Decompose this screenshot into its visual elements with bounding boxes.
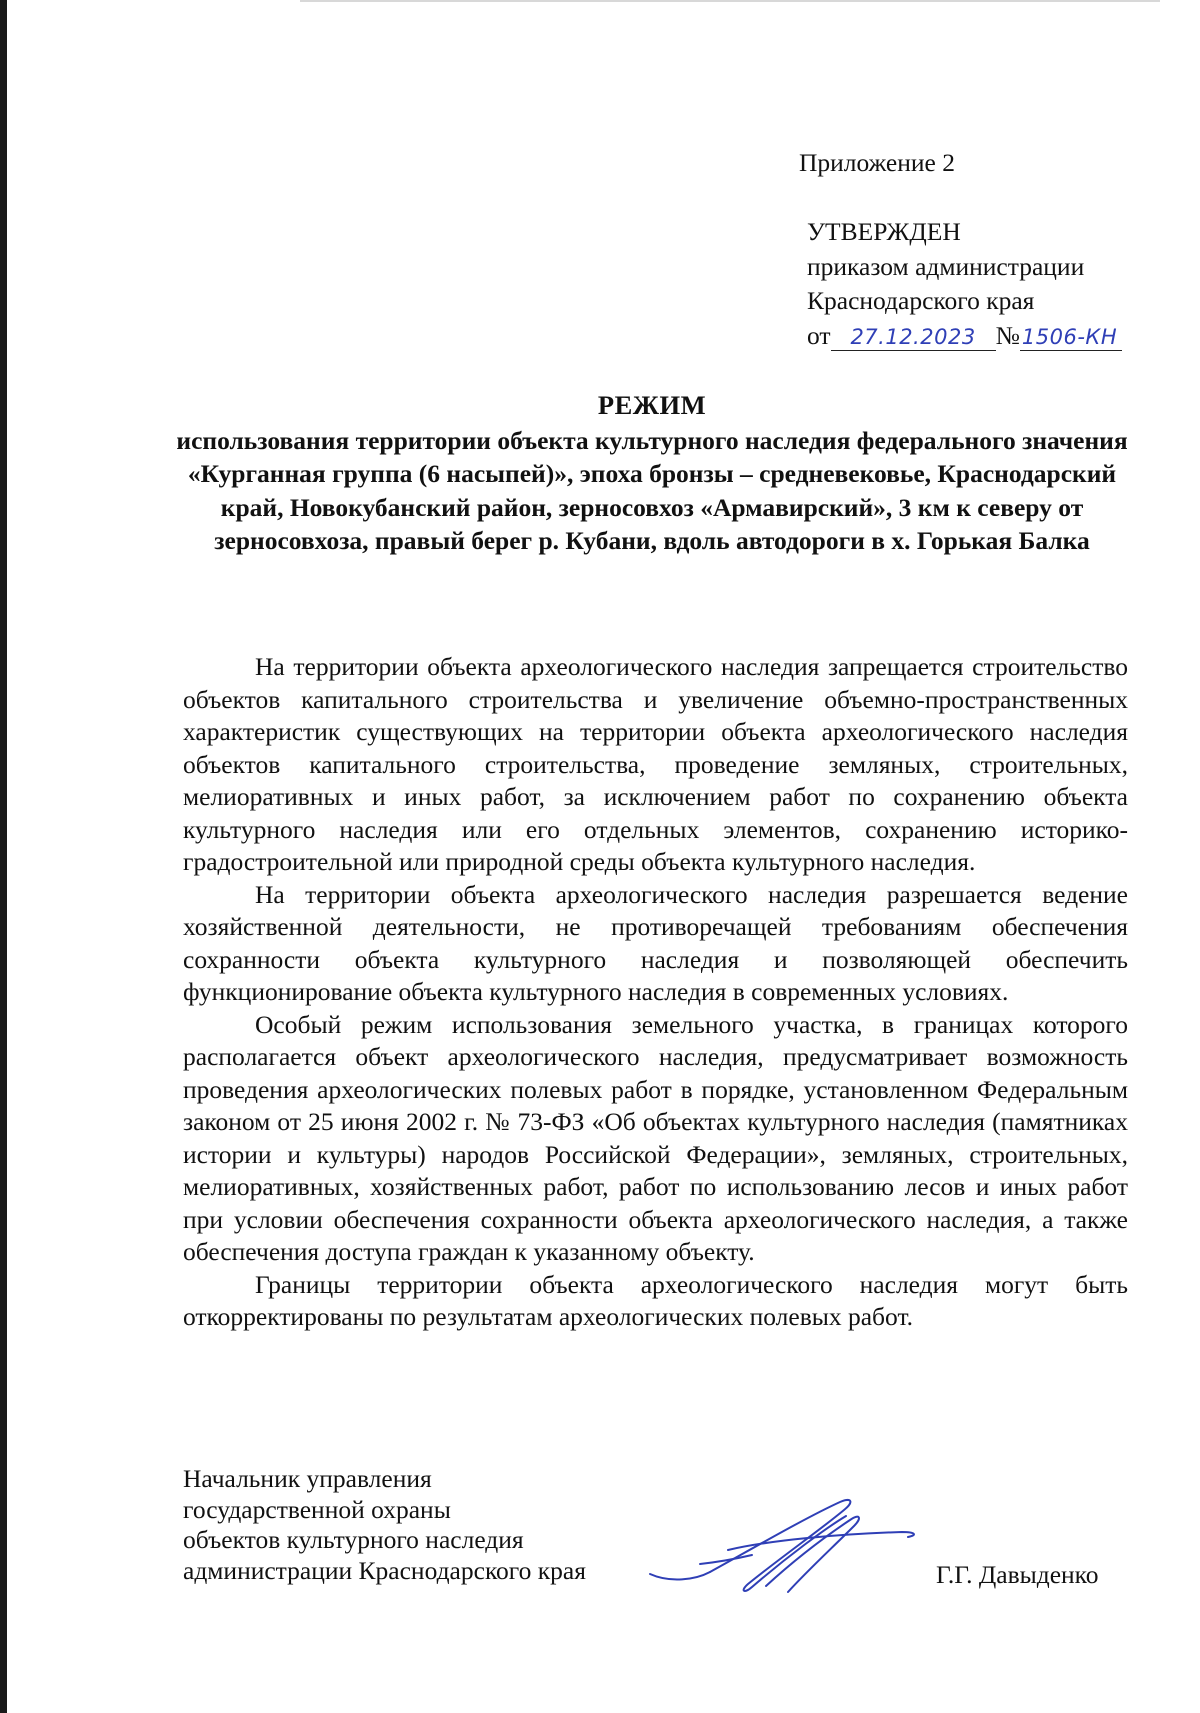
order-date-line xyxy=(807,319,1122,354)
position-line-4: администрации Краснодарского края xyxy=(183,1555,586,1585)
order-number-handwritten: 1506-КН xyxy=(1020,324,1122,351)
position-line-3: объектов культурного наследия xyxy=(183,1525,524,1554)
position-line-1: Начальник управления xyxy=(183,1464,432,1493)
scan-edge-shadow xyxy=(0,0,7,1713)
title-main: РЕЖИМ xyxy=(597,390,707,420)
date-prefix: от xyxy=(807,320,831,350)
scan-top-line xyxy=(300,0,1160,2)
title-subtitle: использования территории объекта культурного наследия федерального значения «Курганная группа (6 насыпей)», эпоха бронзы – средневековье, Краснодарский край, Новокубанский район, зерносовхоз «Армавирский», 3 км к северу от зерносовхоза, правый берег р. Кубани, вдоль автодороги в х. Горькая Балка xyxy=(176,426,1128,555)
body-paragraph-4: Границы территории объекта археологического наследия могут быть откорректированы по результатам археологических полевых работ. xyxy=(183,1269,1128,1331)
approved-by-line1: приказом администрации xyxy=(807,251,1085,281)
signatory-name: Г.Г. Давыденко xyxy=(936,1560,1099,1589)
approved-by-line2: Краснодарского края xyxy=(807,286,1035,315)
number-prefix: № xyxy=(995,320,1020,350)
document-title xyxy=(170,388,1134,557)
handwritten-signature xyxy=(640,1488,940,1608)
approved-label: УТВЕРЖДЕН xyxy=(807,217,961,246)
position-line-2: государственной охраны xyxy=(183,1494,451,1524)
body-paragraph-3: Особый режим использования земельного участка, в границах которого располагается объект археологического наследия, предусматривает возможность проведения археологических полевых работ в порядке, установленном Федеральным законом от 25 июня 2002 г. № 73-ФЗ «Об объектах культурного наследия (памятниках истории и культуры) народов Российской Федерации», земляных, строительных, мелиоративных, хозяйственных работ, работ по использованию лесов и иных работ при условии обеспечения сохранности объекта археологического наследия, а также обеспечения доступа граждан к указанному объекту. xyxy=(183,1009,1128,1266)
order-date-handwritten: 27.12.2023 xyxy=(831,324,996,351)
approval-block xyxy=(807,215,1122,353)
body-paragraph-1: На территории объекта археологического наследия запрещается строительство объектов капитального строительства и увеличение объемно-пространственных характеристик существующих на территории объекта археологического наследия объектов капитального строительства, проведение земляных, строительных, мелиоративных и иных работ, за исключением работ по сохранению объекта культурного наследия или его отдельных элементов, сохранению историко-градостроительной или природной среды объекта культурного наследия. xyxy=(183,652,1128,876)
signatory-position xyxy=(183,1464,586,1586)
body-paragraph-2: На территории объекта археологического наследия разрешается ведение хозяйственной деятельности, не противоречащей требованиям обеспечения сохранности объекта культурного наследия и позволяющей обеспечить функционирование объекта культурного наследия в современных условиях. xyxy=(183,879,1128,1006)
document-body xyxy=(183,651,1128,1334)
appendix-label: Приложение 2 xyxy=(799,148,955,177)
